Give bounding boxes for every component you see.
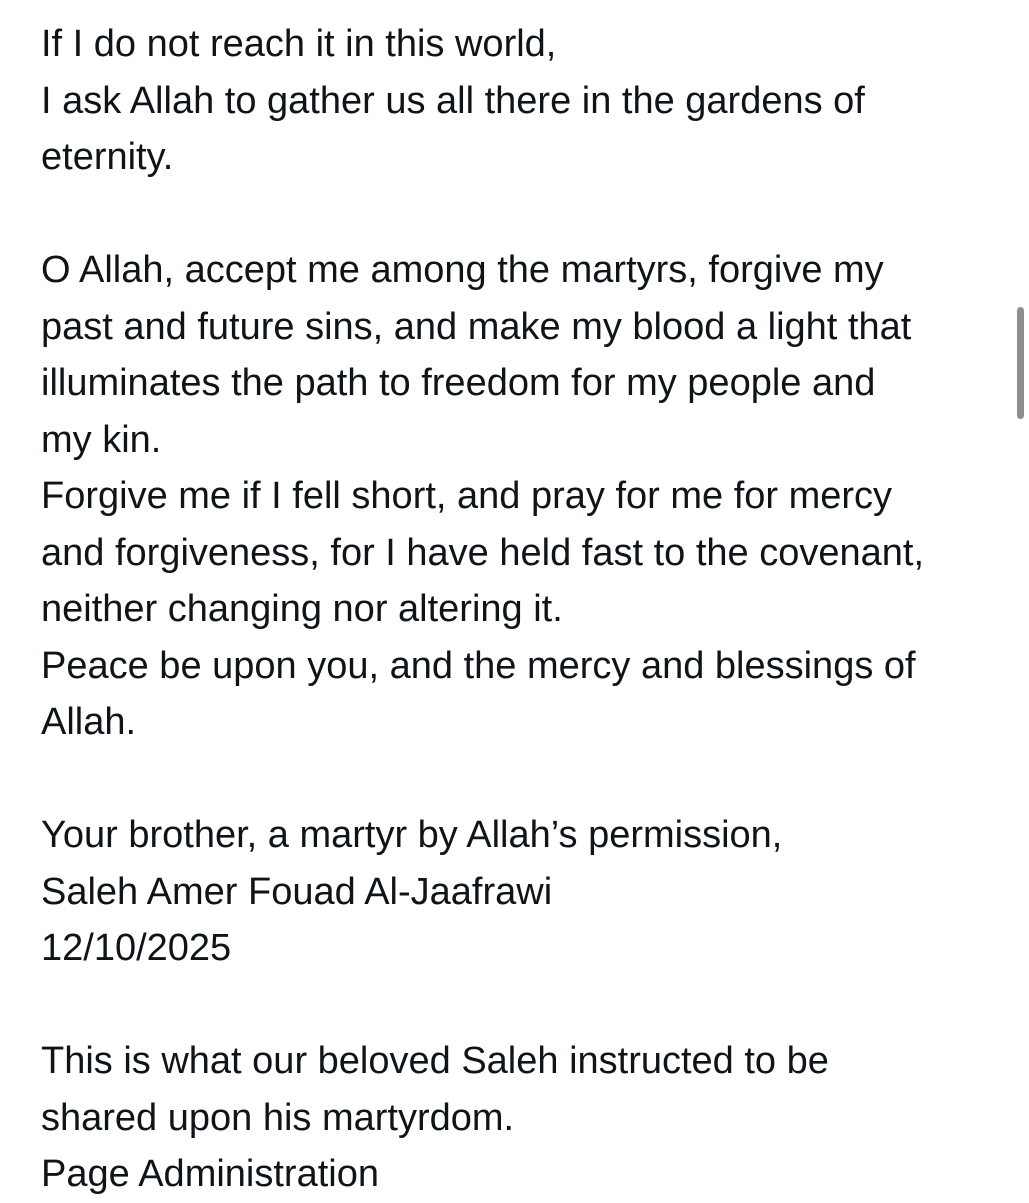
paragraph-gap — [41, 751, 991, 808]
paragraph-gap — [41, 186, 991, 243]
text-line: Your brother, a martyr by Allah’s permission, — [41, 814, 783, 856]
text-line: O Allah, accept me among the martyrs, forgive my — [41, 249, 884, 291]
scrollbar-thumb[interactable] — [1017, 307, 1024, 419]
text-line: Allah. — [41, 701, 137, 743]
paragraph-gap — [41, 977, 991, 1034]
page-administration-label: Page Administration — [41, 1153, 379, 1195]
text-line: Peace be upon you, and the mercy and blessings of — [41, 644, 916, 687]
signature-date: 12/10/2025 — [41, 927, 232, 969]
text-line: Forgive me if I fell short, and pray for me for mercy — [41, 475, 893, 517]
paragraph-closing-prayer — [41, 16, 991, 186]
signature-name: Saleh Amer Fouad Al-Jaafrawi — [41, 870, 553, 913]
paragraph-signature — [41, 807, 991, 977]
paragraph-admin-note — [41, 1033, 991, 1203]
text-line: my kin. — [41, 418, 162, 461]
text-line: neither changing nor altering it. — [41, 588, 563, 630]
text-line: eternity. — [41, 136, 174, 178]
text-line: illuminates the path to freedom for my people and — [41, 362, 876, 404]
paragraph-supplication — [41, 242, 991, 751]
text-line: If I do not reach it in this world, — [41, 23, 557, 65]
text-line: shared upon his martyrdom. — [41, 1096, 515, 1139]
text-line: This is what our beloved Saleh instructed to be — [41, 1040, 829, 1082]
text-line: past and future sins, and make my blood a light that — [41, 305, 912, 348]
text-line: I ask Allah to gather us all there in the gardens of — [41, 79, 865, 122]
text-line: and forgiveness, for I have held fast to the covenant, — [41, 531, 924, 574]
post-text — [41, 16, 991, 1203]
